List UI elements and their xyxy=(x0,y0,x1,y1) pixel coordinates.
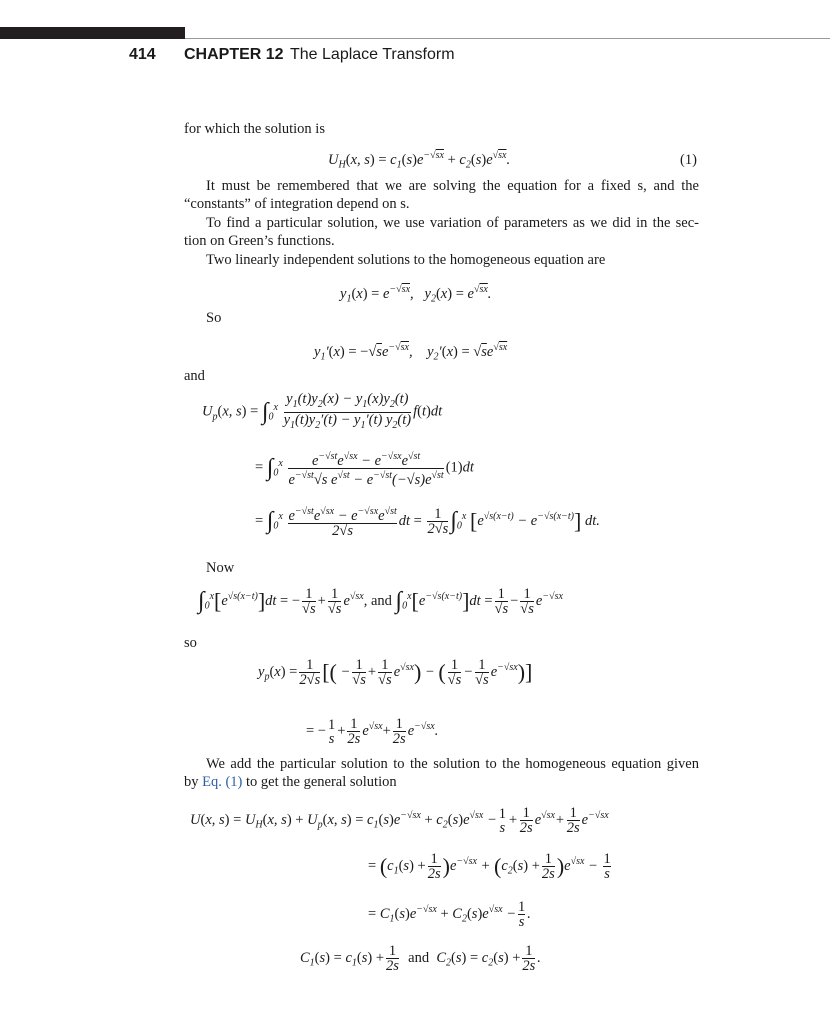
paragraph-particular-2: tion on Green’s functions. xyxy=(184,233,335,249)
and-word: and xyxy=(370,592,392,609)
paragraph-so: So xyxy=(206,310,222,326)
equation-reference-link[interactable]: Eq. (1) xyxy=(202,774,243,790)
equation-general-3: = $C_1(s)e^{-√sx} + C_2(s)e^{√sx}$ − $\frac{1}{s}$ . xyxy=(368,899,531,930)
paragraph-now: Now xyxy=(206,560,235,576)
paragraph-particular-1: To find a particular solution, we use variation of parameters as we did in the sec- xyxy=(206,215,699,231)
equation-integrals: $\int_0^x[e^{√s(x-t)}]dt$ = − $\frac{1}{√s}$ + $\frac{1}{√s}$ $e^{√sx}$, and $\int_0^x[e^{-√s(x-t)}]dt$ = $\frac{1}{√s}$ − $\frac{1}{√s}$ $e^{-√sx}$ xyxy=(198,586,563,617)
text-by: by xyxy=(184,774,199,790)
paragraph-we-add-1: We add the particular solution to the solution to the homogeneous equation given xyxy=(206,756,699,772)
header-rule xyxy=(185,38,830,39)
equation-uh: $U_H(x$, $s) = c_1(s)e^{-√sx} + c_2(s)e^{√sx}$. xyxy=(328,150,511,171)
equation-up-1: $U_p(x$, $s) = \int_0^x$ $\frac{y_1(t)y_2(x) - y_1(x)y_2(t)}{y_1(t)y_2'(t) - y_1'(t) y_2(t)}$ f(t)dt xyxy=(202,391,443,431)
paragraph-remember-1: It must be remembered that we are solving the equation for a fixed s, and the xyxy=(206,178,699,194)
paragraph-we-add-2 xyxy=(184,773,397,791)
paragraph-and: and xyxy=(184,368,205,384)
text-general: to get the general solution xyxy=(246,774,397,790)
equation-yp-1: $y_p(x)$ = $\frac{1}{2√s}$ [( − $\frac{1}{√s}$ + $\frac{1}{√s}$ $e^{√sx}$) − ( $\frac{1}{√s}$ − $\frac{1}{√s}$ $e^{-√sx}$)] xyxy=(258,657,533,688)
equation-derivatives: $y_1'(x) = -√se^{-√sx}$, $y_2'(x) = √se^{√sx}$ xyxy=(314,342,508,363)
page-number: 414 xyxy=(129,46,156,63)
header-bar xyxy=(0,27,185,39)
equation-up-3: = $\int_0^x$ $\frac{e^{-√st}e^{√sx} - e^{-√sx}e^{√st}}{2√s}$ dt = $\frac{1}{2√s}$ $\int_0^x$ $[e^{√s(x-t)} - e^{-√s(x-t)}]$ dt. xyxy=(255,505,600,539)
chapter-label: CHAPTER 12 xyxy=(184,46,284,63)
paragraph-for-which: for which the solution is xyxy=(184,121,325,137)
equation-number: (1) xyxy=(680,152,697,168)
paragraph-two-lin: Two linearly independent solutions to the homogeneous equation are xyxy=(206,252,606,268)
equation-general-2: = ($c_1(s)$ + $\frac{1}{2s}$ )$e^{-√sx} + (c_2(s)$ + $\frac{1}{2s}$ )$e^{√sx}$ − $\frac{1}{s}$ xyxy=(368,851,611,882)
equation-up-2: = $\int_0^x$ $\frac{e^{-√st}e^{√sx} - e^{-√sx}e^{√st}}{e^{-√st}√s e^{√st} - e^{-√st}(-√s)e^{√st}}$ (1)dt xyxy=(255,451,474,488)
paragraph-so-2: so xyxy=(184,635,197,651)
equation-yp-2: = − 1 s + $\frac{1}{2s}$ $e^{√sx}+$ $\frac{1}{2s}$ $e^{-√sx}$. xyxy=(306,716,439,747)
equation-constants: $C_1(s) = c_1(s)$ + $\frac{1}{2s}$ and $C_2(s) = c_2(s)$ + $\frac{1}{2s}$ . xyxy=(300,943,541,974)
equation-y1-y2: $y_1(x) = e^{-√sx}$, $y_2(x) = e^{√sx}$. xyxy=(340,284,492,305)
paragraph-remember-2: “constants” of integration depend on s. xyxy=(184,196,410,212)
chapter-title: The Laplace Transform xyxy=(290,46,455,63)
equation-general-1: U(x, $s) = U_H(x$, $s) + U_p(x$, $s) = c_1(s)e^{-√sx} + c_2(s)e^{√sx}$ − 1 s + $\frac{1}{2s}$ $e^{√sx}+$ $\frac{1}{2s}$ $e^{-√sx}$ xyxy=(190,805,609,836)
